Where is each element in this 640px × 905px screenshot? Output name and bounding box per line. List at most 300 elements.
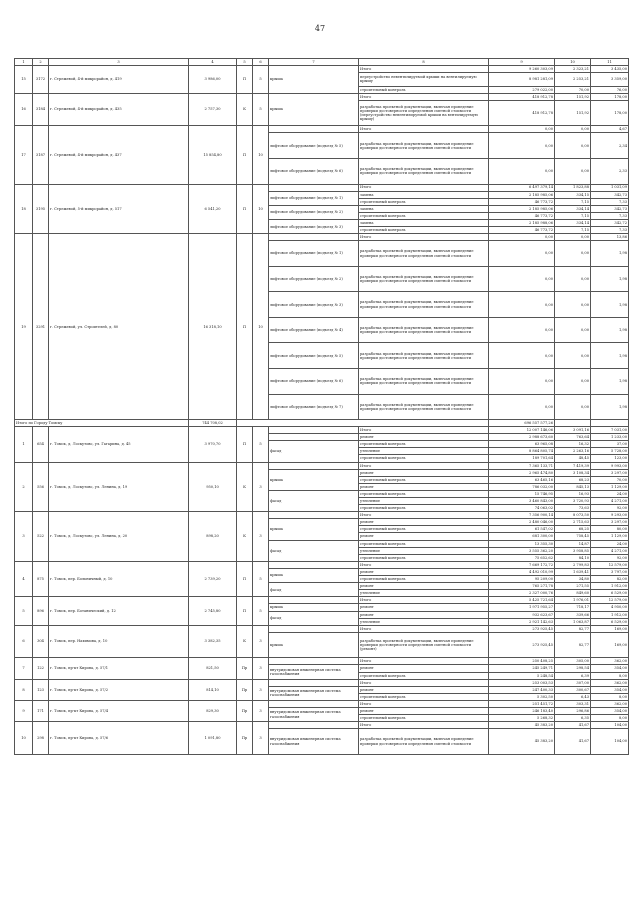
row-number: 9 <box>15 700 33 721</box>
cost-per-m2: 334,14 <box>555 205 591 212</box>
row-number: 6 <box>15 625 33 658</box>
cost-limit: 4,67 <box>591 126 629 133</box>
house-id: 556 <box>33 462 49 512</box>
cost-per-m2: 84,10 <box>555 554 591 561</box>
address: г. Стрежевой, ул. Строителей, д. 80 <box>49 234 189 420</box>
work-type: фасад <box>269 583 359 597</box>
work-type: внутридомовая инженерная система газоснабжения <box>269 729 359 755</box>
cost-limit: 92,00 <box>591 505 629 512</box>
cost-total: 246 183,40 <box>489 708 555 715</box>
floors: 10 <box>253 184 269 234</box>
floors: 5 <box>253 561 269 596</box>
work-description: утепление <box>359 547 489 554</box>
cost-total: 2 185 985,06 <box>489 191 555 198</box>
cost-total: 6 497 379,14 <box>489 184 555 191</box>
house-id: 298 <box>33 722 49 755</box>
cost-per-m2: 0,00 <box>555 241 591 267</box>
work-type: лифтовое оборудование (подъезд № 1) <box>269 191 359 205</box>
wall-material: К <box>237 93 253 126</box>
cost-limit: 1,98 <box>591 394 629 420</box>
work-description: ремонт <box>359 708 489 715</box>
address: г. Стрежевой, 4-й микрорайон, д. 419 <box>49 66 189 94</box>
floors: 5 <box>253 93 269 126</box>
work-type-empty <box>269 234 359 241</box>
table-body <box>15 59 629 755</box>
cost-limit: 1,98 <box>591 266 629 292</box>
area: 898,20 <box>189 512 237 562</box>
work-description: разработка проектной документации, включая проведение проверки достоверности определения сметной стоимости <box>359 317 489 343</box>
cost-per-m2: 14,87 <box>555 540 591 547</box>
cost-total: 2 921 142,63 <box>489 618 555 625</box>
work-description: утепление <box>359 448 489 455</box>
address: г. Стрежевой, 5-й микрорайон, д. 517 <box>49 184 189 234</box>
cost-total: 418 912,78 <box>489 100 555 126</box>
cost-per-m2: 82,77 <box>555 625 591 632</box>
work-description: Итого <box>359 126 489 133</box>
work-description: строительный контроль <box>359 441 489 448</box>
work-type: крыша <box>269 519 359 540</box>
work-type-empty <box>269 184 359 191</box>
header-cell-1: 1 <box>15 59 33 66</box>
work-description: утепление <box>359 618 489 625</box>
header-cell-8: 8 <box>359 59 489 66</box>
city-total-empty-11 <box>591 420 629 427</box>
header-cell-2: 2 <box>33 59 49 66</box>
cost-per-m2: 7 419,39 <box>555 462 591 469</box>
work-type-empty <box>269 434 359 441</box>
cost-total: 681 300,00 <box>489 533 555 540</box>
area: 950,10 <box>189 462 237 512</box>
cost-limit: 3 359,00 <box>591 73 629 86</box>
work-type: лифтовое оборудование (подъезд № 6) <box>269 158 359 184</box>
row-number: 16 <box>15 93 33 126</box>
cost-limit: 342,73 <box>591 191 629 198</box>
floors: 5 <box>253 427 269 462</box>
area: 3 382,35 <box>189 625 237 658</box>
cost-total: 245 249,71 <box>489 665 555 672</box>
cost-total: 46 773,72 <box>489 227 555 234</box>
table-row <box>15 700 629 707</box>
work-type: лифтовое оборудование (подъезд № 5) <box>269 343 359 369</box>
program-table <box>14 58 629 755</box>
address: г. Томск, пр-кт Кирова, д. 57/4 <box>49 700 189 721</box>
cost-per-m2: 68,25 <box>555 526 591 533</box>
cost-limit: 123,00 <box>591 455 629 462</box>
cost-per-m2: 0,00 <box>555 158 591 184</box>
address: г. Стрежевой, 4-й микрорайон, д. 437 <box>49 126 189 184</box>
cost-limit: 12 579,00 <box>591 597 629 604</box>
cost-total: 2 988 673,60 <box>489 434 555 441</box>
cost-total: 0,00 <box>489 126 555 133</box>
cost-per-m2: 718,17 <box>555 604 591 611</box>
work-description: Итого <box>359 597 489 604</box>
house-id: 171 <box>33 700 49 721</box>
wall-material: П <box>237 126 253 184</box>
row-number: 8 <box>15 679 33 700</box>
cost-per-m2: 307,00 <box>555 679 591 686</box>
work-description: строительный контроль <box>359 672 489 679</box>
work-type: лифтовое оборудование (подъезд № 4) <box>269 317 359 343</box>
cost-limit: 13,86 <box>591 234 629 241</box>
cost-total: 0,00 <box>489 241 555 267</box>
wall-material: П <box>237 66 253 94</box>
work-description: строительный контроль <box>359 455 489 462</box>
work-type: крыша <box>269 93 359 126</box>
work-description: переустройство невентилируемой крыши на вентилируемую крышу <box>359 73 489 86</box>
cost-total: 9 260 303,09 <box>489 66 555 73</box>
area: 6 541,20 <box>189 184 237 234</box>
work-description: ремонт <box>359 611 489 618</box>
work-type: крыша <box>269 469 359 490</box>
work-description: строительный контроль <box>359 715 489 722</box>
cost-limit: 3 435,00 <box>591 66 629 73</box>
floors: 3 <box>253 625 269 658</box>
work-description: строительный контроль <box>359 576 489 583</box>
house-id: 875 <box>33 561 49 596</box>
work-description: строительный контроль <box>359 476 489 483</box>
work-type: лифтовое оборудование (подъезд № 6) <box>269 368 359 394</box>
cost-limit: 362,00 <box>591 658 629 665</box>
cost-limit: 104,00 <box>591 729 629 755</box>
cost-per-m2: 3 720,93 <box>555 498 591 505</box>
wall-material: П <box>237 561 253 596</box>
cost-per-m2: 0,00 <box>555 368 591 394</box>
work-type-empty <box>269 700 359 707</box>
row-number: 18 <box>15 184 33 234</box>
table-row <box>15 462 629 469</box>
cost-per-m2: 7,15 <box>555 198 591 205</box>
cost-total: 95 209,00 <box>489 576 555 583</box>
cost-per-m2: 303,31 <box>555 700 591 707</box>
cost-limit: 169,00 <box>591 625 629 632</box>
cost-total: 418 912,78 <box>489 93 555 100</box>
cost-per-m2: 151,92 <box>555 93 591 100</box>
header-cell-10: 10 <box>555 59 591 66</box>
wall-material: Пр <box>237 679 253 700</box>
cost-total: 7 356 900,14 <box>489 512 555 519</box>
cost-limit: 2,33 <box>591 158 629 184</box>
cost-per-m2: 41,67 <box>555 722 591 729</box>
floors: 3 <box>253 700 269 721</box>
work-description: замена <box>359 205 489 212</box>
city-total-empty <box>237 420 489 427</box>
work-description: Итого <box>359 462 489 469</box>
work-description: Итого <box>359 625 489 632</box>
header-cell-6: 6 <box>253 59 269 66</box>
cost-limit: 4 950,00 <box>591 604 629 611</box>
cost-limit: 342,73 <box>591 205 629 212</box>
cost-limit: 24,00 <box>591 540 629 547</box>
cost-total: 247 400,33 <box>489 686 555 693</box>
cost-total: 5 248,54 <box>489 672 555 679</box>
cost-limit: 12 579,00 <box>591 561 629 568</box>
cost-per-m2: 0,00 <box>555 126 591 133</box>
area: 2 745,80 <box>189 597 237 625</box>
cost-per-m2: 16,93 <box>555 490 591 497</box>
cost-total: 0,00 <box>489 343 555 369</box>
work-type: крыша <box>269 66 359 94</box>
work-description: ремонт <box>359 434 489 441</box>
cost-per-m2: 7,15 <box>555 212 591 219</box>
wall-material: К <box>237 512 253 562</box>
cost-limit: 24,00 <box>591 490 629 497</box>
work-description: ремонт <box>359 469 489 476</box>
cost-per-m2: 2 323,21 <box>555 66 591 73</box>
cost-limit: 82,00 <box>591 576 629 583</box>
cost-per-m2: 1 063,87 <box>555 618 591 625</box>
work-description: ремонт <box>359 519 489 526</box>
work-type-empty <box>269 658 359 665</box>
house-id: 304 <box>33 625 49 658</box>
cost-per-m2: 1 823,88 <box>555 184 591 191</box>
cost-limit: 4 271,00 <box>591 498 629 505</box>
address: г. Томск, пер. Ботанический, д. 12 <box>49 597 189 625</box>
wall-material: К <box>237 462 253 512</box>
floors: 3 <box>253 512 269 562</box>
cost-per-m2: 849,60 <box>555 590 591 597</box>
work-type-empty <box>269 722 359 729</box>
cost-total: 0,00 <box>489 368 555 394</box>
table-row <box>15 234 629 241</box>
area: 16 318,10 <box>189 234 237 420</box>
cost-limit: 6 529,00 <box>591 618 629 625</box>
cost-limit: 5 728,00 <box>591 448 629 455</box>
cost-total: 45 383,20 <box>489 722 555 729</box>
work-description: разработка проектной документации, включая проведение проверки достоверности определения сметной стоимости <box>359 292 489 318</box>
work-description: Итого <box>359 679 489 686</box>
cost-total: 250 408,25 <box>489 658 555 665</box>
work-type: лифтовое оборудование (подъезд № 5) <box>269 133 359 159</box>
row-number: 19 <box>15 234 33 420</box>
work-type: лифтовое оборудование (подъезд № 2) <box>269 266 359 292</box>
work-type-empty <box>269 597 359 604</box>
table-row <box>15 625 629 632</box>
cost-per-m2: 0,00 <box>555 394 591 420</box>
cost-total: 45 383,20 <box>489 729 555 755</box>
wall-material: Пр <box>237 722 253 755</box>
house-id: 522 <box>33 512 49 562</box>
work-description: разработка проектной документации, включая проведение проверки достоверности определения сметной стоимости <box>359 266 489 292</box>
work-type: лифтовое оборудование (подъезд № 7) <box>269 394 359 420</box>
work-description: строительный контроль <box>359 693 489 700</box>
cost-total: 15 746,95 <box>489 490 555 497</box>
address: г. Томск, пр-кт Кирова, д. 57/2 <box>49 679 189 700</box>
cost-per-m2: 3 108,34 <box>555 469 591 476</box>
work-type: крыша <box>269 568 359 582</box>
cost-limit: 8,00 <box>591 672 629 679</box>
house-id: 3172 <box>33 66 49 94</box>
cost-total: 0,00 <box>489 292 555 318</box>
floors: 10 <box>253 126 269 184</box>
cost-total: 273 925,45 <box>489 625 555 632</box>
area: 829,30 <box>189 700 237 721</box>
cost-total: 786 032,00 <box>489 483 555 490</box>
work-type: фасад <box>269 611 359 625</box>
row-number: 2 <box>15 462 33 512</box>
wall-material: П <box>237 597 253 625</box>
header-cell-11: 11 <box>591 59 629 66</box>
address: г. Томск, пер. Больничный, д. 10 <box>49 561 189 596</box>
cost-total: 0,00 <box>489 317 555 343</box>
address: г. Томск, д. Лоскутово, ул. Ленина, д. 20 <box>49 512 189 562</box>
cost-total: 3 460 843,00 <box>489 498 555 505</box>
work-type: лифтовое оборудование (подъезд № 1) <box>269 241 359 267</box>
cost-per-m2: 0,00 <box>555 133 591 159</box>
cost-total: 74 063,02 <box>489 505 555 512</box>
cost-per-m2: 48,45 <box>555 455 591 462</box>
work-type: крыша <box>269 604 359 611</box>
cost-per-m2: 0,00 <box>555 317 591 343</box>
work-description: ремонт <box>359 483 489 490</box>
work-description: Итого <box>359 512 489 519</box>
area: 2 739,20 <box>189 561 237 596</box>
cost-limit: 76,00 <box>591 86 629 93</box>
cost-total: 765 271,78 <box>489 583 555 590</box>
work-type: внутридомовая инженерная система газоснабжения <box>269 686 359 700</box>
cost-total: 63 465,16 <box>489 476 555 483</box>
work-description: разработка проектной документации, включая проведение проверки достоверности определения сметной стоимости <box>359 133 489 159</box>
cost-per-m2: 0,00 <box>555 234 591 241</box>
city-total-area: 744 708,02 <box>189 420 237 427</box>
area: 1 091,80 <box>189 722 237 755</box>
floors: 5 <box>253 597 269 625</box>
header-cell-5: 5 <box>237 59 253 66</box>
work-description: ремонт <box>359 568 489 575</box>
work-description: Итого <box>359 427 489 434</box>
cost-per-m2: 2 715,63 <box>555 519 591 526</box>
work-description: Итого <box>359 93 489 100</box>
cost-limit: 80,00 <box>591 526 629 533</box>
wall-material: П <box>237 427 253 462</box>
row-number: 17 <box>15 126 33 184</box>
work-description: строительный контроль <box>359 505 489 512</box>
cost-total: 251 451,72 <box>489 700 555 707</box>
cost-per-m2: 3 091,16 <box>555 427 591 434</box>
cost-total: 63 965,08 <box>489 441 555 448</box>
house-id: 3195 <box>33 184 49 234</box>
cost-total: 5 302,50 <box>489 693 555 700</box>
wall-material: П <box>237 184 253 234</box>
work-description: разработка проектной документации, включая проведение проверки достоверности определения сметной стоимости <box>359 158 489 184</box>
address: г. Томск, д. Лоскутово, ул. Ленина, д. 19 <box>49 462 189 512</box>
cost-per-m2: 2 799,83 <box>555 561 591 568</box>
cost-total: 2 965 474,80 <box>489 469 555 476</box>
cost-total: 0,00 <box>489 158 555 184</box>
work-type: фасад <box>269 441 359 462</box>
cost-per-m2: 82,77 <box>555 632 591 658</box>
cost-per-m2: 296,86 <box>555 708 591 715</box>
house-id: 3291 <box>33 234 49 420</box>
work-type-empty <box>269 625 359 632</box>
cost-per-m2: 6,39 <box>555 672 591 679</box>
work-description: разработка проектной документации, включая проведение проверки достоверности определения сметной стоимости <box>359 241 489 267</box>
cost-per-m2: 34,80 <box>555 576 591 583</box>
cost-limit: 4 271,00 <box>591 547 629 554</box>
work-type: лифтовое оборудование (подъезд № 3) <box>269 219 359 233</box>
work-type-empty <box>269 126 359 133</box>
cost-per-m2: 300,67 <box>555 686 591 693</box>
cost-per-m2: 1 976,01 <box>555 597 591 604</box>
area: 3 986,00 <box>189 66 237 94</box>
cost-per-m2: 2 253,21 <box>555 73 591 86</box>
table-row <box>15 66 629 73</box>
work-description: замена <box>359 219 489 226</box>
cost-limit: 9 993,00 <box>591 462 629 469</box>
cost-limit: 178,00 <box>591 93 629 100</box>
cost-total: 0,00 <box>489 234 555 241</box>
row-number: 7 <box>15 658 33 679</box>
cost-limit: 362,00 <box>591 700 629 707</box>
header-cell-7: 7 <box>269 59 359 66</box>
work-description: ремонт <box>359 533 489 540</box>
area: 814,10 <box>189 679 237 700</box>
cost-per-m2: 70,00 <box>555 86 591 93</box>
cost-per-m2: 41,67 <box>555 729 591 755</box>
work-type: крыша <box>269 632 359 658</box>
cost-total: 2 480 046,00 <box>489 519 555 526</box>
page-number: 47 <box>314 24 326 33</box>
cost-per-m2: 68,23 <box>555 476 591 483</box>
work-type: фасад <box>269 540 359 561</box>
work-description: разработка проектной документации, включая проведение проверки достоверности определения сметной стоимости <box>359 394 489 420</box>
cost-limit: 1 912,00 <box>591 583 629 590</box>
floors: 10 <box>253 234 269 420</box>
house-id: 3184 <box>33 93 49 126</box>
cost-per-m2: 305,00 <box>555 658 591 665</box>
work-description: Итого <box>359 658 489 665</box>
cost-total: 12 007 146,06 <box>489 427 555 434</box>
cost-total: 2 327 000,76 <box>489 590 555 597</box>
area: 821,50 <box>189 658 237 679</box>
header-row <box>15 59 629 66</box>
work-description: замена <box>359 191 489 198</box>
cost-total: 46 773,72 <box>489 212 555 219</box>
cost-total: 13 355,30 <box>489 540 555 547</box>
work-description: Итого <box>359 700 489 707</box>
cost-limit: 92,00 <box>591 554 629 561</box>
cost-limit: 362,00 <box>591 679 629 686</box>
work-description: ремонт <box>359 583 489 590</box>
cost-limit: 2,34 <box>591 133 629 159</box>
cost-total: 7 365 133,71 <box>489 462 555 469</box>
house-id: 896 <box>33 597 49 625</box>
work-type-empty <box>269 561 359 568</box>
work-description: Итого <box>359 184 489 191</box>
wall-material: Пр <box>237 658 253 679</box>
cost-limit: 3 797,00 <box>591 568 629 575</box>
city-total-row <box>15 420 629 427</box>
cost-total: 273 925,45 <box>489 632 555 658</box>
table-row <box>15 427 629 434</box>
work-description: ремонт <box>359 604 489 611</box>
work-description: строительный контроль <box>359 526 489 533</box>
house-id: 123 <box>33 679 49 700</box>
cost-per-m2: 0,00 <box>555 343 591 369</box>
house-id: 122 <box>33 658 49 679</box>
cost-per-m2: 763,64 <box>555 434 591 441</box>
cost-limit: 9 293,00 <box>591 512 629 519</box>
table-row <box>15 722 629 729</box>
cost-limit: 7,33 <box>591 227 629 234</box>
cost-total: 1 971 955,27 <box>489 604 555 611</box>
cost-total: 5 268,32 <box>489 715 555 722</box>
wall-material: К <box>237 625 253 658</box>
cost-per-m2: 6,43 <box>555 693 591 700</box>
cost-per-m2: 73,63 <box>555 505 591 512</box>
cost-per-m2: 0,00 <box>555 266 591 292</box>
work-description: строительный контроль <box>359 198 489 205</box>
city-total-cost: 696 557 577,26 <box>489 420 555 427</box>
